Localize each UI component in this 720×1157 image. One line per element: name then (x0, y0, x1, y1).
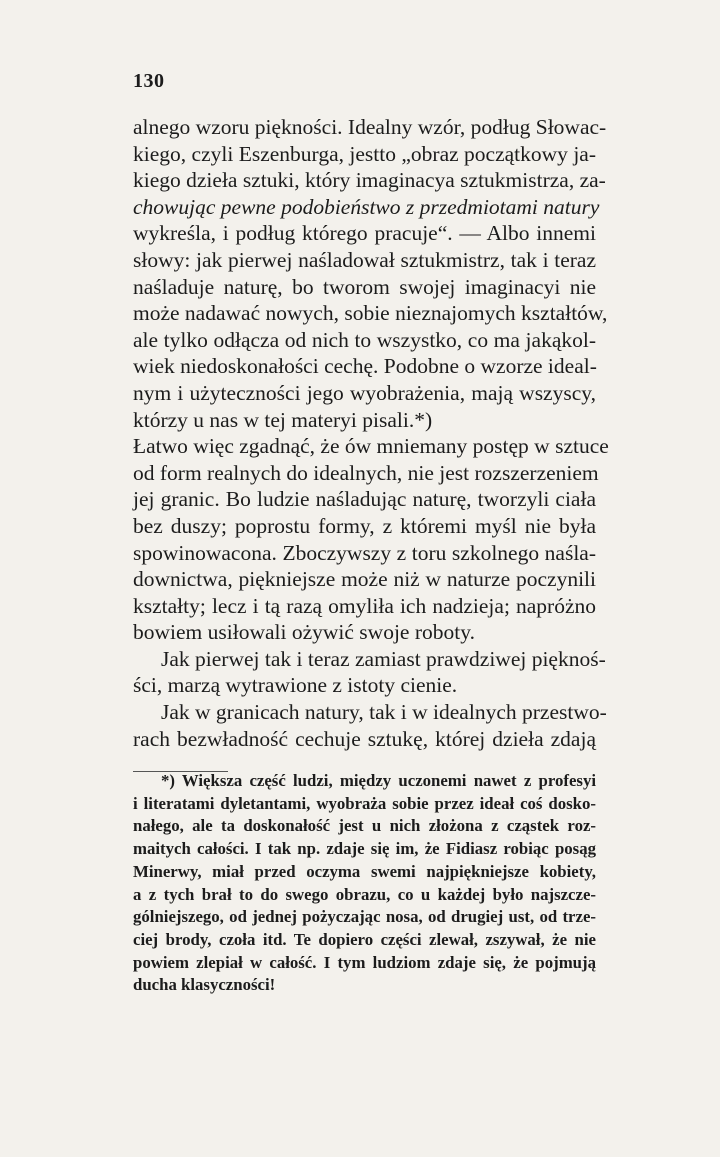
text-line: może nadawać nowych, sobie nieznajomych kształtów, (133, 301, 608, 326)
text-line: Jak w granicach natury, tak i w idealnych przestwo- (161, 700, 607, 725)
text-line: wykreśla, i podług którego pracuje“. — Albo innemi (133, 221, 596, 246)
text-line: nym i użyteczności jego wyobrażenia, mają wszyscy, (133, 380, 596, 405)
paragraph-2 (133, 433, 609, 646)
footnote-line: powiem zlepiał w całość. I tym ludziom zdaje się, że pojmują (133, 952, 596, 972)
footnote-line: gólniejszego, od jednej pożyczając nosa, od drugiej ust, od trze- (133, 907, 596, 927)
text-line: słowy: jak pierwej naśladował sztukmistrz, tak i teraz (133, 247, 596, 272)
main-text (133, 114, 609, 752)
footnote-line: *) Większa część ludzi, między uczonemi nawet z profesyi (161, 771, 596, 790)
text-line: bez duszy; poprostu formy, z któremi myśl nie była (133, 513, 596, 538)
text-line: ści, marzą wytrawione z istoty cienie. (133, 673, 458, 698)
footnote-line: maitych całości. I tak np. zdaje się im, że Fidiasz robiąc posąg (133, 839, 596, 859)
footnote-line: nałego, ale ta doskonałość jest u nich złożona z cząstek roz- (133, 816, 596, 836)
text-line: od form realnych do idealnych, nie jest rozszerzeniem (133, 460, 599, 485)
paragraph-3 (133, 646, 606, 699)
text-line: Jak pierwej tak i teraz zamiast prawdziwej pięknoś- (161, 646, 606, 671)
text-line: ale tylko odłącza od nich to wszystko, co ma jakąkol- (133, 327, 596, 352)
text-line: downictwa, piękniejsze może niż w naturze poczynili (133, 567, 596, 592)
text-line: alnego wzoru piękności. Idealny wzór, podług Słowac- (133, 115, 607, 139)
footnote-line: i literatami dyletantami, wyobraża sobie przez ideał coś dosko- (133, 793, 596, 813)
text-line: bowiem usiłowali ożywić swoje roboty. (133, 620, 475, 645)
footnote-line: ciej brody, czoła itd. Te dopiero części zlewał, zszywał, że nie (133, 929, 596, 949)
paragraph-4 (133, 699, 607, 752)
page-number: 130 (133, 70, 165, 92)
footnote-line: a z tych brał to do swego obrazu, co u każdej było najszcze- (133, 884, 596, 904)
text-line: kształty; lecz i tą razą omyliła ich nadzieja; napróżno (133, 593, 596, 618)
text-line: wiek niedoskonałości cechę. Podobne o wzorze ideal- (133, 354, 597, 379)
footnote (133, 770, 596, 997)
footnote-line: Minerwy, miał przed oczyma swemi najpiękniejsze kobiety, (133, 861, 596, 881)
text-line: kiego dzieła sztuki, który imaginacya sztukmistrza, za- (133, 168, 606, 193)
text-line: jej granic. Bo ludzie naśladując naturę, tworzyli ciała (133, 487, 596, 512)
text-line: naśladuje naturę, bo tworom swojej imaginacyi nie (133, 274, 596, 299)
text-line: kiego, czyli Eszenburga, jestto „obraz początkowy ja- (133, 141, 596, 166)
italic-phrase: chowując pewne podobieństwo z przedmiotami natury (133, 194, 600, 219)
paragraph-1 (133, 114, 608, 433)
text-line: którzy u nas w tej materyi pisali.*) (133, 407, 433, 432)
text-line: spowinowacona. Zboczywszy z toru szkolnego naśla- (133, 540, 596, 565)
text-line: rach bezwładność cechuje sztukę, której dzieła zdają (133, 726, 596, 751)
text-line (133, 194, 600, 221)
text-line: Łatwo więc zgadnąć, że ów mniemany postęp w sztuce (133, 434, 609, 459)
footnote-line: ducha klasyczności! (133, 975, 276, 995)
